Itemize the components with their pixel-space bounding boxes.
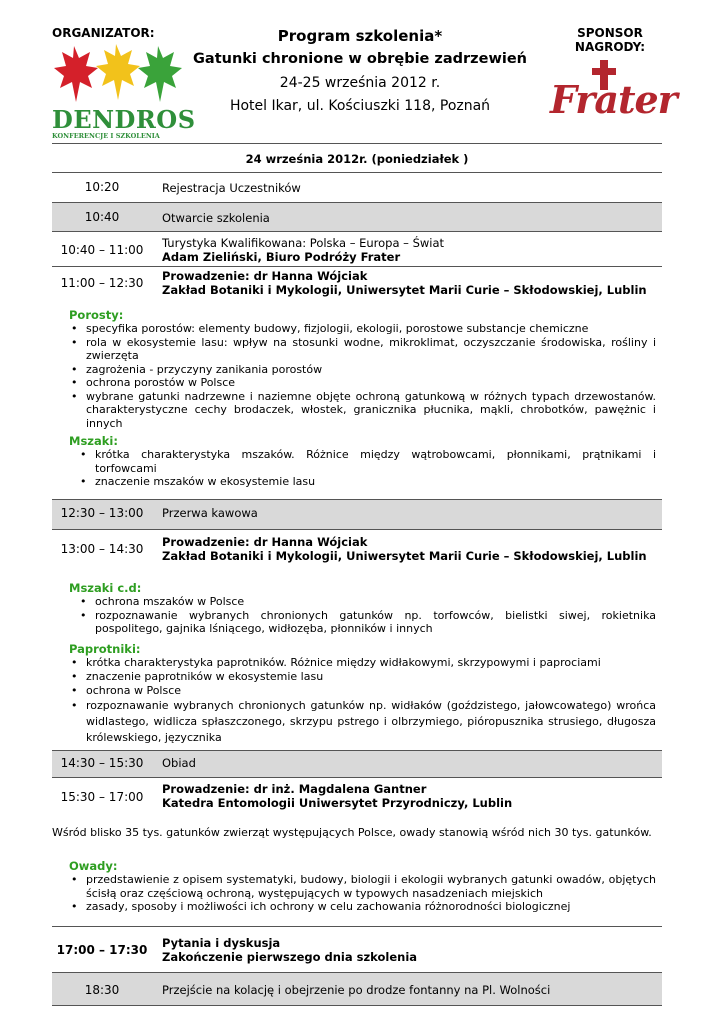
maple-leaves-icon: [52, 44, 184, 106]
schedule-item: Obiad: [162, 756, 196, 770]
schedule-item: Rejestracja Uczestników: [162, 181, 301, 195]
schedule-host: Prowadzenie: dr Hanna Wójciak: [162, 535, 368, 549]
schedule-time: 10:40: [84, 210, 120, 224]
list-item: • przedstawienie z opisem systematyki, budowy, biologii i ekologii wybranych gatunki owadów, objętych ścisłą oraz częściową ochroną, występujących w typowych nasadzeniach miejskich: [69, 873, 656, 900]
organizer-logo: [52, 44, 196, 140]
schedule-time: 18:30: [84, 983, 120, 997]
mszaki-list: [78, 448, 656, 489]
schedule-item: Przejście na kolację i obejrzenie po drodze fontanny na Pl. Wolności: [162, 983, 551, 997]
section-title-paprotniki: Paprotniki:: [69, 642, 141, 656]
schedule-time: 13:00 – 14:30: [60, 542, 144, 556]
list-item: • krótka charakterystyka paprotników. Różnice między widłakowymi, skrzypowymi i paprociami: [69, 656, 656, 670]
divider: [52, 172, 662, 173]
mszaki-cd-list: [78, 595, 656, 636]
section-title-porosty: Porosty:: [69, 308, 124, 322]
divider: [52, 777, 662, 778]
schedule-host: Prowadzenie: dr inż. Magdalena Gantner: [162, 782, 427, 796]
schedule-item: Zakończenie pierwszego dnia szkolenia: [162, 950, 418, 964]
schedule-host: Prowadzenie: dr Hanna Wójciak: [162, 269, 368, 283]
list-item: • ochrona w Polsce: [69, 684, 656, 698]
schedule-item: Przerwa kawowa: [162, 506, 258, 520]
schedule-item: Otwarcie szkolenia: [162, 211, 270, 225]
schedule-time: 10:40 – 11:00: [60, 243, 144, 257]
organizer-logo-subtext: KONFERENCJE I SZKOLENIA: [52, 132, 160, 140]
list-item: • znaczenie mszaków w ekosystemie lasu: [78, 475, 656, 489]
porosty-list: [69, 322, 656, 430]
schedule-time: 17:00 – 17:30: [56, 943, 148, 957]
section-title-owady: Owady:: [69, 859, 118, 873]
divider: [52, 1005, 662, 1006]
owady-list: [69, 873, 656, 914]
event-dates: 24-25 września 2012 r.: [279, 75, 441, 91]
page-subtitle: Gatunki chronione w obrębie zadrzewień: [193, 51, 527, 67]
schedule-time: 11:00 – 12:30: [60, 276, 144, 290]
schedule-affiliation: Katedra Entomologii Uniwersytet Przyrodniczy, Lublin: [162, 796, 513, 810]
list-item: • zasady, sposoby i możliwości ich ochrony w celu zachowania różnorodności biologicznej: [69, 900, 656, 914]
paprotniki-list: [69, 656, 656, 746]
owady-intro: Wśród blisko 35 tys. gatunków zwierząt występujących Polsce, owady stanowią wśród nich 30 tys. gatunków.: [52, 826, 652, 839]
schedule-time: 10:20: [84, 180, 120, 194]
organizer-label: ORGANIZATOR:: [52, 26, 155, 40]
schedule-speaker: Adam Zieliński, Biuro Podróży Frater: [162, 250, 401, 264]
schedule-affiliation: Zakład Botaniki i Mykologii, Uniwersytet Marii Curie – Skłodowskiej, Lublin: [162, 283, 647, 297]
schedule-time: 12:30 – 13:00: [60, 506, 144, 520]
organizer-logo-text: DENDROS: [52, 105, 196, 134]
green-leaf-icon: [138, 46, 182, 102]
day-heading: 24 września 2012r. (poniedziałek ): [245, 152, 469, 166]
list-item: • krótka charakterystyka mszaków. Różnice między wątrobowcami, płonnikami, prątnikami i torfowcami: [78, 448, 656, 475]
schedule-time: 15:30 – 17:00: [60, 790, 144, 804]
divider: [52, 266, 662, 267]
red-leaf-icon: [54, 46, 98, 102]
section-title-mszaki: Mszaki:: [69, 434, 118, 448]
divider: [52, 529, 662, 530]
event-venue: Hotel Ikar, ul. Kościuszki 118, Poznań: [229, 98, 491, 114]
list-item: • wybrane gatunki nadrzewne i naziemne objęte ochroną gatunkową w różnych typach drzewostanów. charakterystyczne cechy brodaczek, włostek, granicznika płucnika, mąkli, chrobotków, pawężnic i innych: [69, 390, 656, 431]
list-item: • rozpoznawanie wybranych chronionych gatunków np. torfowców, bielistki siwej, rokietnika pospolitego, gajnika lśniącego, widłozęba, płonników i innych: [78, 609, 656, 636]
schedule-item: Pytania i dyskusja: [162, 936, 281, 950]
divider: [52, 143, 662, 144]
list-item: • rozpoznawanie wybranych chronionych gatunków np. widłaków (goździstego, jałowcowatego) wrońca widlastego, widlicza spłaszczonego, skrzypu pstrego i olbrzymiego, pióropusznika strusiego, długosza królewskiego, języcznika: [69, 698, 656, 746]
section-title-mszaki-cd: Mszaki c.d:: [69, 581, 142, 595]
sponsor-label: SPONSOR NAGRODY:: [574, 26, 646, 54]
list-item: • zagrożenia - przyczyny zanikania porostów: [69, 363, 656, 377]
page-title: Program szkolenia*: [277, 27, 443, 45]
list-item: • ochrona porostów w Polsce: [69, 376, 656, 390]
schedule-item: Turystyka Kwalifikowana: Polska – Europa – Świat: [162, 236, 445, 250]
list-item: • rola w ekosystemie lasu: wpływ na stosunki wodne, mikroklimat, oczyszczanie środowiska, rośliny i zwierzęta: [69, 336, 656, 363]
schedule-time: 14:30 – 15:30: [60, 756, 144, 770]
list-item: • znaczenie paprotników w ekosystemie lasu: [69, 670, 656, 684]
list-item: • ochrona mszaków w Polsce: [78, 595, 656, 609]
sponsor-logo: [548, 58, 677, 128]
sponsor-logo-text: Frater: [550, 77, 677, 122]
divider: [52, 231, 662, 232]
list-item: • specyfika porostów: elementy budowy, fizjologii, ekologii, porostowe substancje chemiczne: [69, 322, 656, 336]
divider: [52, 926, 662, 927]
yellow-leaf-icon: [96, 44, 140, 100]
schedule-affiliation: Zakład Botaniki i Mykologii, Uniwersytet Marii Curie – Skłodowskiej, Lublin: [162, 549, 647, 563]
